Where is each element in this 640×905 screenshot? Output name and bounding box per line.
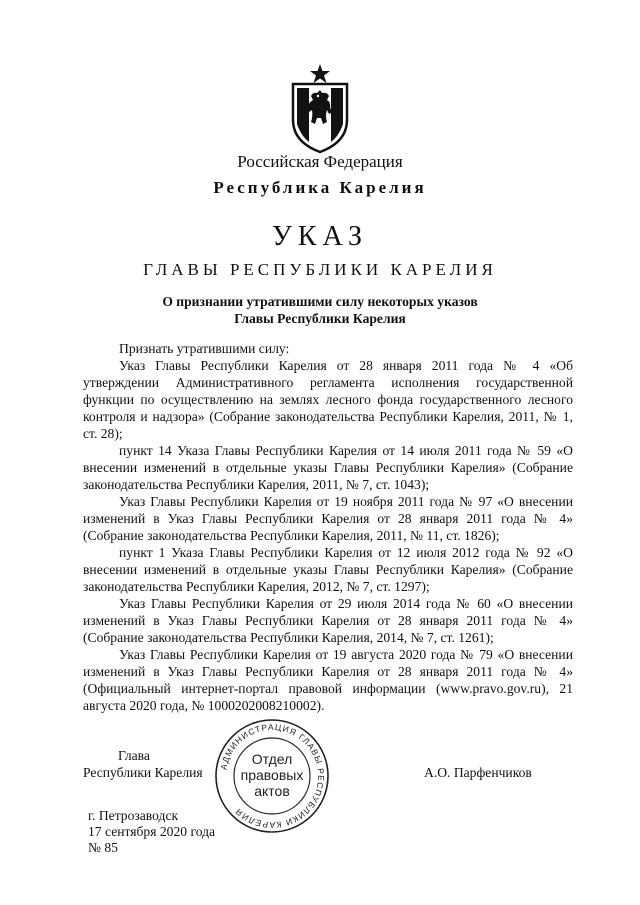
body-paragraph: Указ Главы Республики Карелия от 19 ноября 2011 года № 97 «О внесении изменений в Указ Главы Республики Карелия от 28 января 2011 года № 4» (Собрание законодательства Республики Карелия, 2011, № 11, ст. 1826); <box>83 494 573 543</box>
subject-line-2: Главы Республики Карелия <box>234 311 406 326</box>
signatory-position-line-1: Глава <box>118 748 150 763</box>
body-paragraph: Указ Главы Республики Карелия от 28 января 2011 года № 4 «Об утверждении Административного регламента исполнения государственной функции по осуществлению на землях лесного фонда государственного лесного контроля и надзора» (Собрание законодательства Республики Карелия, 2011, № 1, ст. 28); <box>83 358 573 441</box>
country-name: Российская Федерация <box>237 152 403 171</box>
issuer-title: ГЛАВЫ РЕСПУБЛИКИ КАРЕЛИЯ <box>143 260 497 279</box>
republic-name: Республика Карелия <box>213 178 427 197</box>
signatory-name: А.О. Парфенчиков <box>424 765 532 780</box>
body-paragraph: пункт 14 Указа Главы Республики Карелия от 14 июля 2011 года № 59 «О внесении изменений в отдельные указы Главы Республики Карелия» (Собрание законодательства Республики Карелия, 2011, № 7, ст. 1043); <box>83 443 573 492</box>
signing-place: г. Петрозаводск <box>88 808 179 823</box>
body-paragraph: Указ Главы Республики Карелия от 19 августа 2020 года № 79 «О внесении изменений в Указ Главы Республики Карелия от 28 января 2011 года № 4» (Официальный интернет-портал правовой информации (www.pravo.gov.ru), 21 августа 2020 года, № 1000202008210002). <box>83 647 573 713</box>
signing-date: 17 сентября 2020 года <box>88 824 216 839</box>
coat-of-arms-icon <box>287 62 353 154</box>
round-seal-icon <box>212 716 332 836</box>
stamp-line-1: Отдел <box>251 751 293 767</box>
stamp-line-3: актов <box>254 783 290 799</box>
body-paragraph: Указ Главы Республики Карелия от 29 июля 2014 года № 60 «О внесении изменений в Указ Главы Республики Карелия от 28 января 2011 года № 4» (Собрание законодательства Республики Карелия, 2014, № 7, ст. 1261); <box>83 596 573 645</box>
body-paragraph: пункт 1 Указа Главы Республики Карелия от 12 июля 2012 года № 92 «О внесении изменений в отдельные указы Главы Республики Карелия» (Собрание законодательства Республики Карелия, 2012, № 7, ст. 1297); <box>83 545 573 594</box>
decree-number: № 85 <box>88 840 118 855</box>
document-type-title: УКАЗ <box>271 221 369 252</box>
decree-body <box>83 340 573 714</box>
subject-line-1: О признании утратившими силу некоторых указов <box>162 294 478 309</box>
body-paragraph: Признать утратившими силу: <box>119 341 290 356</box>
stamp-line-2: правовых <box>240 767 304 783</box>
stamp-ring-text: АДМИНИСТРАЦИЯ ГЛАВЫ РЕСПУБЛИКИ КАРЕЛИЯ <box>218 721 327 831</box>
signatory-position-line-2: Республики Карелия <box>83 765 203 780</box>
